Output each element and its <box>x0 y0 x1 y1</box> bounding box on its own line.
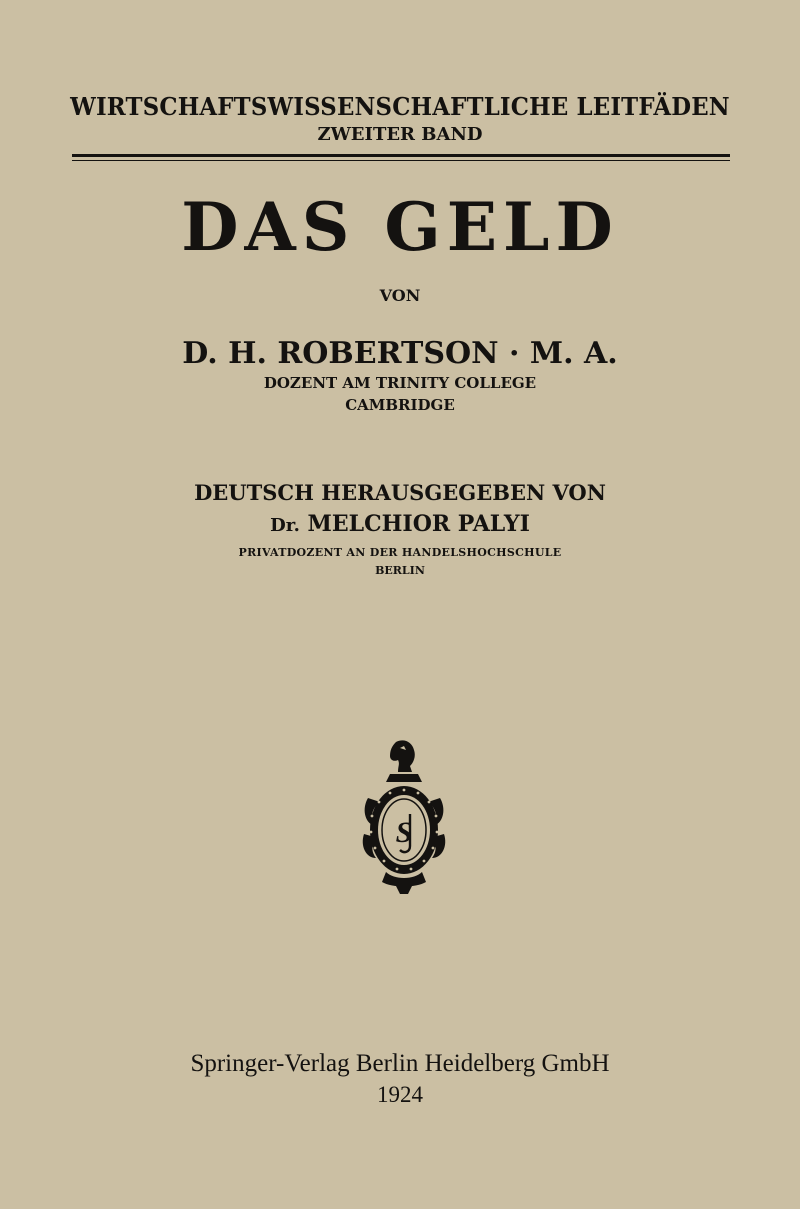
author-affiliation-line-2: CAMBRIDGE <box>345 396 455 414</box>
by-label: VON <box>379 286 421 305</box>
volume-label: ZWEITER BAND <box>317 124 483 145</box>
editor-affiliation-line-1: PRIVATDOZENT AN DER HANDELSHOCHSCHULE <box>238 546 562 559</box>
author-affiliation-line-1: DOZENT AM TRINITY COLLEGE <box>263 374 537 392</box>
editor-name: MELCHIOR PALYI <box>307 511 530 537</box>
svg-text:S: S <box>395 816 413 849</box>
editor-intro: DEUTSCH HERAUSGEGEBEN VON <box>194 480 606 505</box>
publication-year: 1924 <box>377 1082 423 1107</box>
divider-thick <box>72 154 730 157</box>
editor-title-prefix: Dr. <box>270 515 300 536</box>
divider-thin <box>72 160 730 161</box>
author-name: D. H. ROBERTSON · M. A. <box>182 336 618 371</box>
editor-name-line <box>0 511 800 537</box>
publisher-name: Springer-Verlag Berlin Heidelberg GmbH <box>190 1050 610 1077</box>
springer-knight-emblem-icon <box>360 738 448 894</box>
book-title: DAS GELD <box>181 188 619 266</box>
editor-affiliation-line-2: BERLIN <box>375 564 425 577</box>
series-title: WIRTSCHAFTSWISSENSCHAFTLICHE LEITFÄDEN <box>70 92 730 121</box>
